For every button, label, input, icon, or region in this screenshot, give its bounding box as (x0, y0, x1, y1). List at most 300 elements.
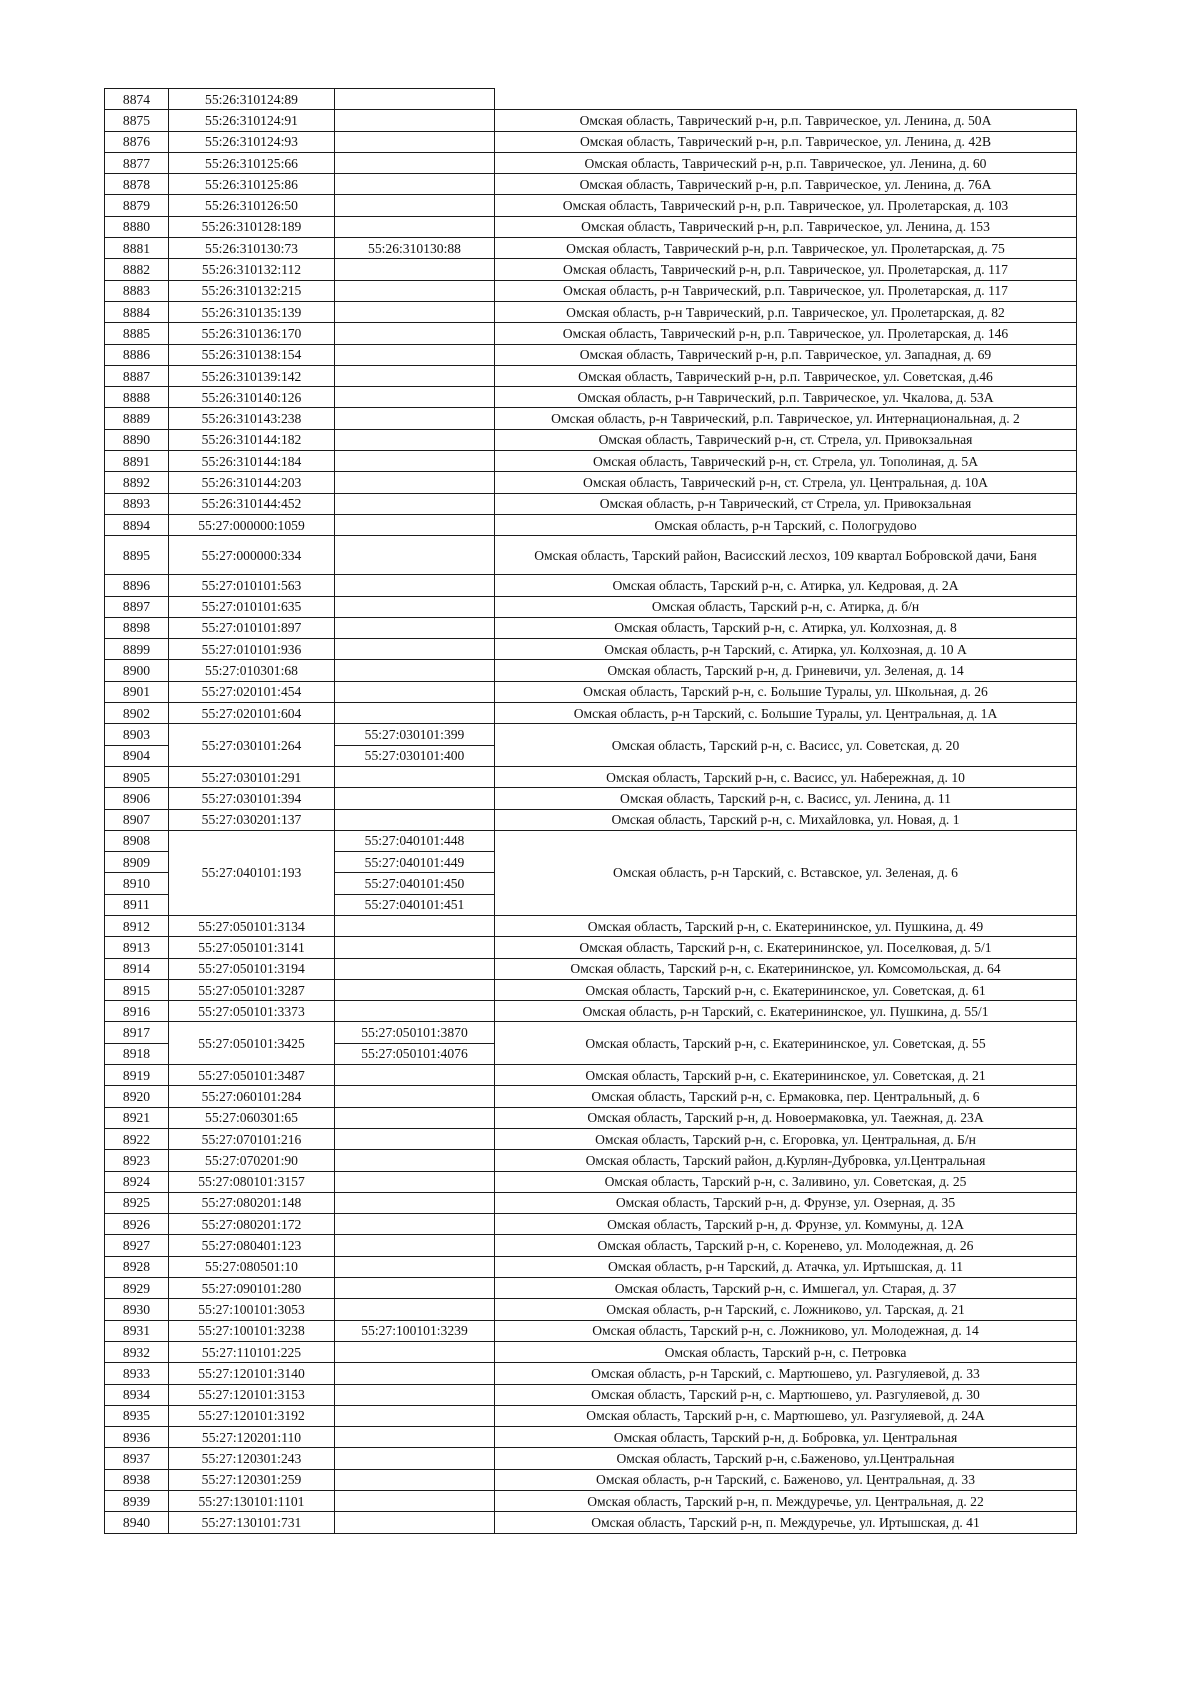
row-number-cell: 8930 (105, 1299, 169, 1320)
cadastral-number-cell: 55:27:070101:216 (169, 1128, 335, 1149)
related-cadastral-cell (335, 937, 495, 958)
table-body (105, 89, 1077, 1534)
related-cadastral-cell (335, 536, 495, 575)
address-cell: Омская область, Тарский р-н, с. Ложниково, ул. Молодежная, д. 14 (495, 1320, 1077, 1341)
related-cadastral-cell (335, 915, 495, 936)
row-number-cell: 8886 (105, 344, 169, 365)
address-cell: Омская область, Тарский р-н, п. Междуречье, ул. Центральная, д. 22 (495, 1491, 1077, 1512)
related-cadastral-cell: 55:27:030101:400 (335, 745, 495, 766)
cadastral-number-cell: 55:27:080201:172 (169, 1214, 335, 1235)
row-number-cell: 8885 (105, 323, 169, 344)
cadastral-number-cell: 55:27:030101:394 (169, 788, 335, 809)
row-number-cell: 8890 (105, 429, 169, 450)
cadastral-number-cell: 55:27:130101:1101 (169, 1491, 335, 1512)
address-cell: Омская область, Таврический р-н, р.п. Таврическое, ул. Ленина, д. 50А (495, 110, 1077, 131)
cadastral-number-cell: 55:26:310144:182 (169, 429, 335, 450)
related-cadastral-cell (335, 1363, 495, 1384)
cadastral-number-cell: 55:27:120301:243 (169, 1448, 335, 1469)
address-cell: Омская область, Таврический р-н, ст. Стрела, ул. Тополиная, д. 5А (495, 451, 1077, 472)
table-row (105, 1512, 1077, 1533)
cadastral-number-cell: 55:26:310125:66 (169, 152, 335, 173)
related-cadastral-cell (335, 1341, 495, 1362)
cadastral-number-cell: 55:27:120301:259 (169, 1469, 335, 1490)
address-cell: Омская область, Тарский р-н, с. Васисс, ул. Набережная, д. 10 (495, 766, 1077, 787)
row-number-cell: 8888 (105, 387, 169, 408)
address-cell: Омская область, Тарский р-н, с. Михайловка, ул. Новая, д. 1 (495, 809, 1077, 830)
address-cell: Омская область, Тарский р-н, с. Атирка, д. б/н (495, 596, 1077, 617)
address-cell: Омская область, Тарский р-н, д. Фрунзе, ул. Коммуны, д. 12А (495, 1214, 1077, 1235)
address-cell: Омская область, Тарский р-н, с. Екатерининское, ул. Советская, д. 55 (495, 1022, 1077, 1065)
row-number-cell: 8876 (105, 131, 169, 152)
table-row (105, 766, 1077, 787)
address-cell: Омская область, Тарский р-н, с. Васисс, ул. Советская, д. 20 (495, 724, 1077, 767)
row-number-cell: 8883 (105, 280, 169, 301)
row-number-cell: 8895 (105, 536, 169, 575)
row-number-cell: 8933 (105, 1363, 169, 1384)
row-number-cell: 8896 (105, 575, 169, 596)
row-number-cell: 8939 (105, 1491, 169, 1512)
cadastral-number-cell: 55:27:030101:291 (169, 766, 335, 787)
table-row (105, 472, 1077, 493)
related-cadastral-cell (335, 280, 495, 301)
row-number-cell: 8938 (105, 1469, 169, 1490)
row-number-cell: 8891 (105, 451, 169, 472)
row-number-cell: 8877 (105, 152, 169, 173)
cadastral-number-cell: 55:26:310125:86 (169, 174, 335, 195)
address-cell: Омская область, Таврический р-н, р.п. Таврическое, ул. Ленина, д. 76А (495, 174, 1077, 195)
cadastral-number-cell: 55:27:120101:3140 (169, 1363, 335, 1384)
cadastral-number-cell: 55:27:130101:731 (169, 1512, 335, 1533)
table-row (105, 1022, 1077, 1043)
row-number-cell: 8922 (105, 1128, 169, 1149)
related-cadastral-cell (335, 1235, 495, 1256)
row-number-cell: 8878 (105, 174, 169, 195)
related-cadastral-cell (335, 617, 495, 638)
row-number-cell: 8901 (105, 681, 169, 702)
table-row (105, 365, 1077, 386)
row-number-cell: 8880 (105, 216, 169, 237)
address-cell: Омская область, Таврический р-н, р.п. Таврическое, ул. Пролетарская, д. 103 (495, 195, 1077, 216)
table-row (105, 493, 1077, 514)
cadastral-number-cell: 55:26:310144:203 (169, 472, 335, 493)
cadastral-number-cell: 55:27:050101:3373 (169, 1001, 335, 1022)
row-number-cell: 8917 (105, 1022, 169, 1043)
table-row (105, 1427, 1077, 1448)
related-cadastral-cell (335, 514, 495, 535)
cadastral-number-cell: 55:27:110101:225 (169, 1341, 335, 1362)
row-number-cell: 8931 (105, 1320, 169, 1341)
cadastral-number-cell: 55:27:060101:284 (169, 1086, 335, 1107)
address-cell: Омская область, Таврический р-н, р.п. Таврическое, ул. Ленина, д. 42В (495, 131, 1077, 152)
address-cell: Омская область, Таврический р-н, р.п. Таврическое, ул. Пролетарская, д. 117 (495, 259, 1077, 280)
address-cell: Омская область, Тарский р-н, с.Баженово, ул.Центральная (495, 1448, 1077, 1469)
related-cadastral-cell: 55:27:050101:3870 (335, 1022, 495, 1043)
cadastral-number-cell: 55:26:310140:126 (169, 387, 335, 408)
row-number-cell: 8900 (105, 660, 169, 681)
address-cell: Омская область, Таврический р-н, р.п. Таврическое, ул. Ленина, д. 153 (495, 216, 1077, 237)
address-cell: Омская область, р-н Тарский, с. Вставское, ул. Зеленая, д. 6 (495, 830, 1077, 915)
related-cadastral-cell (335, 596, 495, 617)
row-number-cell: 8937 (105, 1448, 169, 1469)
table-row (105, 89, 1077, 110)
related-cadastral-cell (335, 344, 495, 365)
table-row (105, 1192, 1077, 1213)
address-cell (495, 89, 1077, 110)
row-number-cell: 8897 (105, 596, 169, 617)
row-number-cell: 8935 (105, 1405, 169, 1426)
related-cadastral-cell: 55:27:100101:3239 (335, 1320, 495, 1341)
related-cadastral-cell (335, 809, 495, 830)
table-row (105, 1363, 1077, 1384)
cadastral-number-cell: 55:27:020101:454 (169, 681, 335, 702)
table-row (105, 681, 1077, 702)
address-cell: Омская область, Таврический р-н, р.п. Таврическое, ул. Западная, д. 69 (495, 344, 1077, 365)
row-number-cell: 8911 (105, 894, 169, 915)
row-number-cell: 8924 (105, 1171, 169, 1192)
address-cell: Омская область, Таврический р-н, р.п. Таврическое, ул. Пролетарская, д. 75 (495, 238, 1077, 259)
table-row (105, 536, 1077, 575)
row-number-cell: 8884 (105, 301, 169, 322)
address-cell: Омская область, Тарский р-н, с. Мартюшево, ул. Разгуляевой, д. 24А (495, 1405, 1077, 1426)
related-cadastral-cell (335, 493, 495, 514)
row-number-cell: 8910 (105, 873, 169, 894)
related-cadastral-cell (335, 766, 495, 787)
row-number-cell: 8929 (105, 1278, 169, 1299)
address-cell: Омская область, Тарский район, д.Курлян-Дубровка, ул.Центральная (495, 1150, 1077, 1171)
cadastral-number-cell: 55:27:080501:10 (169, 1256, 335, 1277)
related-cadastral-cell: 55:27:050101:4076 (335, 1043, 495, 1064)
row-number-cell: 8893 (105, 493, 169, 514)
cadastral-number-cell: 55:27:050101:3425 (169, 1022, 335, 1065)
table-row (105, 1405, 1077, 1426)
table-row (105, 809, 1077, 830)
related-cadastral-cell: 55:26:310130:88 (335, 238, 495, 259)
related-cadastral-cell (335, 1384, 495, 1405)
table-row (105, 110, 1077, 131)
cadastral-number-cell: 55:27:120201:110 (169, 1427, 335, 1448)
table-row (105, 514, 1077, 535)
address-cell: Омская область, р-н Тарский, с. Мартюшево, ул. Разгуляевой, д. 33 (495, 1363, 1077, 1384)
address-cell: Омская область, Тарский р-н, с. Коренево, ул. Молодежная, д. 26 (495, 1235, 1077, 1256)
address-cell: Омская область, Тарский р-н, с. Егоровка, ул. Центральная, д. Б/н (495, 1128, 1077, 1149)
address-cell: Омская область, Тарский р-н, с. Екатерининское, ул. Пушкина, д. 49 (495, 915, 1077, 936)
related-cadastral-cell (335, 660, 495, 681)
cadastral-number-cell: 55:27:020101:604 (169, 703, 335, 724)
address-cell: Омская область, Тарский р-н, д. Бобровка, ул. Центральная (495, 1427, 1077, 1448)
table-row (105, 1299, 1077, 1320)
row-number-cell: 8905 (105, 766, 169, 787)
cadastral-number-cell: 55:27:100101:3238 (169, 1320, 335, 1341)
table-row (105, 259, 1077, 280)
related-cadastral-cell (335, 1299, 495, 1320)
table-row (105, 575, 1077, 596)
related-cadastral-cell (335, 639, 495, 660)
table-row (105, 131, 1077, 152)
related-cadastral-cell (335, 408, 495, 429)
row-number-cell: 8904 (105, 745, 169, 766)
cadastral-number-cell: 55:26:310136:170 (169, 323, 335, 344)
row-number-cell: 8899 (105, 639, 169, 660)
address-cell: Омская область, р-н Таврический, ст Стрела, ул. Привокзальная (495, 493, 1077, 514)
address-cell: Омская область, Таврический р-н, р.п. Таврическое, ул. Ленина, д. 60 (495, 152, 1077, 173)
address-cell: Омская область, Тарский р-н, с. Екатерининское, ул. Поселковая, д. 5/1 (495, 937, 1077, 958)
row-number-cell: 8912 (105, 915, 169, 936)
related-cadastral-cell (335, 174, 495, 195)
cadastral-number-cell: 55:27:050101:3134 (169, 915, 335, 936)
cadastral-number-cell: 55:27:030101:264 (169, 724, 335, 767)
row-number-cell: 8914 (105, 958, 169, 979)
address-cell: Омская область, Тарский р-н, с. Большие Туралы, ул. Школьная, д. 26 (495, 681, 1077, 702)
row-number-cell: 8879 (105, 195, 169, 216)
table-row (105, 387, 1077, 408)
cadastral-number-cell: 55:27:000000:1059 (169, 514, 335, 535)
table-row (105, 344, 1077, 365)
table-row (105, 451, 1077, 472)
related-cadastral-cell (335, 1107, 495, 1128)
cadastral-number-cell: 55:26:310124:91 (169, 110, 335, 131)
table-row (105, 1278, 1077, 1299)
row-number-cell: 8915 (105, 979, 169, 1000)
table-row (105, 1448, 1077, 1469)
address-cell: Омская область, Таврический р-н, р.п. Таврическое, ул. Пролетарская, д. 146 (495, 323, 1077, 344)
row-number-cell: 8909 (105, 852, 169, 873)
cadastral-number-cell: 55:27:040101:193 (169, 830, 335, 915)
cadastral-table (104, 88, 1077, 1534)
table-row (105, 1469, 1077, 1490)
cadastral-number-cell: 55:27:010101:563 (169, 575, 335, 596)
table-row (105, 617, 1077, 638)
table-row (105, 280, 1077, 301)
related-cadastral-cell (335, 216, 495, 237)
table-row (105, 301, 1077, 322)
cadastral-number-cell: 55:27:010101:936 (169, 639, 335, 660)
related-cadastral-cell (335, 1278, 495, 1299)
related-cadastral-cell (335, 451, 495, 472)
cadastral-number-cell: 55:27:010101:897 (169, 617, 335, 638)
related-cadastral-cell: 55:27:040101:449 (335, 852, 495, 873)
row-number-cell: 8928 (105, 1256, 169, 1277)
table-row (105, 216, 1077, 237)
cadastral-number-cell: 55:27:010301:68 (169, 660, 335, 681)
row-number-cell: 8919 (105, 1065, 169, 1086)
table-row (105, 1065, 1077, 1086)
related-cadastral-cell (335, 1448, 495, 1469)
related-cadastral-cell: 55:27:040101:451 (335, 894, 495, 915)
related-cadastral-cell (335, 703, 495, 724)
address-cell: Омская область, Тарский р-н, д. Новоермаковка, ул. Таежная, д. 23А (495, 1107, 1077, 1128)
cadastral-number-cell: 55:26:310124:89 (169, 89, 335, 110)
table-row (105, 596, 1077, 617)
address-cell: Омская область, Тарский р-н, с. Васисс, ул. Ленина, д. 11 (495, 788, 1077, 809)
table-row (105, 1235, 1077, 1256)
cadastral-number-cell: 55:26:310143:238 (169, 408, 335, 429)
address-cell: Омская область, Тарский район, Васисский лесхоз, 109 квартал Бобровской дачи, Баня (495, 536, 1077, 575)
table-row (105, 323, 1077, 344)
cadastral-number-cell: 55:26:310130:73 (169, 238, 335, 259)
related-cadastral-cell (335, 323, 495, 344)
address-cell: Омская область, Тарский р-н, с. Ермаковка, пер. Центральный, д. 6 (495, 1086, 1077, 1107)
table-row (105, 1256, 1077, 1277)
cadastral-number-cell: 55:26:310144:452 (169, 493, 335, 514)
related-cadastral-cell (335, 387, 495, 408)
related-cadastral-cell (335, 575, 495, 596)
related-cadastral-cell (335, 1469, 495, 1490)
row-number-cell: 8927 (105, 1235, 169, 1256)
cadastral-number-cell: 55:27:090101:280 (169, 1278, 335, 1299)
related-cadastral-cell (335, 1214, 495, 1235)
cadastral-number-cell: 55:27:080101:3157 (169, 1171, 335, 1192)
cadastral-number-cell: 55:27:120101:3192 (169, 1405, 335, 1426)
cadastral-number-cell: 55:27:010101:635 (169, 596, 335, 617)
related-cadastral-cell (335, 472, 495, 493)
related-cadastral-cell: 55:27:040101:448 (335, 830, 495, 851)
related-cadastral-cell (335, 1001, 495, 1022)
cadastral-number-cell: 55:27:080201:148 (169, 1192, 335, 1213)
table-row (105, 1107, 1077, 1128)
cadastral-number-cell: 55:27:100101:3053 (169, 1299, 335, 1320)
table-row (105, 1341, 1077, 1362)
row-number-cell: 8875 (105, 110, 169, 131)
table-row (105, 1320, 1077, 1341)
row-number-cell: 8913 (105, 937, 169, 958)
related-cadastral-cell (335, 131, 495, 152)
related-cadastral-cell (335, 1512, 495, 1533)
address-cell: Омская область, р-н Тарский, с. Баженово, ул. Центральная, д. 33 (495, 1469, 1077, 1490)
cadastral-number-cell: 55:27:030201:137 (169, 809, 335, 830)
related-cadastral-cell (335, 979, 495, 1000)
table-row (105, 174, 1077, 195)
cadastral-number-cell: 55:26:310132:215 (169, 280, 335, 301)
row-number-cell: 8918 (105, 1043, 169, 1064)
cadastral-number-cell: 55:27:050101:3194 (169, 958, 335, 979)
related-cadastral-cell (335, 1065, 495, 1086)
address-cell: Омская область, р-н Таврический, р.п. Таврическое, ул. Интернациональная, д. 2 (495, 408, 1077, 429)
related-cadastral-cell (335, 788, 495, 809)
related-cadastral-cell (335, 429, 495, 450)
row-number-cell: 8908 (105, 830, 169, 851)
cadastral-number-cell: 55:26:310132:112 (169, 259, 335, 280)
address-cell: Омская область, Тарский р-н, с. Атирка, ул. Колхозная, д. 8 (495, 617, 1077, 638)
table-row (105, 1150, 1077, 1171)
address-cell: Омская область, р-н Тарский, д. Атачка, ул. Иртышская, д. 11 (495, 1256, 1077, 1277)
related-cadastral-cell: 55:27:030101:399 (335, 724, 495, 745)
cadastral-number-cell: 55:27:000000:334 (169, 536, 335, 575)
table-row (105, 238, 1077, 259)
row-number-cell: 8907 (105, 809, 169, 830)
address-cell: Омская область, Тарский р-н, с. Петровка (495, 1341, 1077, 1362)
related-cadastral-cell (335, 1086, 495, 1107)
cadastral-number-cell: 55:26:310139:142 (169, 365, 335, 386)
table-row (105, 830, 1077, 851)
cadastral-number-cell: 55:26:310128:189 (169, 216, 335, 237)
address-cell: Омская область, р-н Таврический, р.п. Таврическое, ул. Пролетарская, д. 117 (495, 280, 1077, 301)
table-row (105, 1491, 1077, 1512)
table-row (105, 429, 1077, 450)
cadastral-number-cell: 55:27:080401:123 (169, 1235, 335, 1256)
cadastral-number-cell: 55:26:310126:50 (169, 195, 335, 216)
related-cadastral-cell (335, 1427, 495, 1448)
cadastral-number-cell: 55:26:310135:139 (169, 301, 335, 322)
row-number-cell: 8881 (105, 238, 169, 259)
row-number-cell: 8926 (105, 1214, 169, 1235)
row-number-cell: 8887 (105, 365, 169, 386)
table-row (105, 1384, 1077, 1405)
cadastral-number-cell: 55:27:050101:3287 (169, 979, 335, 1000)
row-number-cell: 8874 (105, 89, 169, 110)
related-cadastral-cell (335, 1128, 495, 1149)
related-cadastral-cell (335, 1491, 495, 1512)
address-cell: Омская область, Тарский р-н, с. Имшегал, ул. Старая, д. 37 (495, 1278, 1077, 1299)
address-cell: Омская область, Тарский р-н, с. Атирка, ул. Кедровая, д. 2А (495, 575, 1077, 596)
row-number-cell: 8889 (105, 408, 169, 429)
row-number-cell: 8921 (105, 1107, 169, 1128)
related-cadastral-cell (335, 259, 495, 280)
row-number-cell: 8898 (105, 617, 169, 638)
cadastral-number-cell: 55:27:060301:65 (169, 1107, 335, 1128)
address-cell: Омская область, Тарский р-н, с. Заливино, ул. Советская, д. 25 (495, 1171, 1077, 1192)
address-cell: Омская область, Таврический р-н, ст. Стрела, ул. Привокзальная (495, 429, 1077, 450)
table-row (105, 195, 1077, 216)
related-cadastral-cell (335, 89, 495, 110)
related-cadastral-cell (335, 110, 495, 131)
related-cadastral-cell (335, 1192, 495, 1213)
row-number-cell: 8940 (105, 1512, 169, 1533)
row-number-cell: 8894 (105, 514, 169, 535)
row-number-cell: 8932 (105, 1341, 169, 1362)
row-number-cell: 8892 (105, 472, 169, 493)
cadastral-number-cell: 55:27:050101:3141 (169, 937, 335, 958)
row-number-cell: 8920 (105, 1086, 169, 1107)
address-cell: Омская область, Таврический р-н, ст. Стрела, ул. Центральная, д. 10А (495, 472, 1077, 493)
table-row (105, 639, 1077, 660)
row-number-cell: 8925 (105, 1192, 169, 1213)
cadastral-number-cell: 55:26:310138:154 (169, 344, 335, 365)
table-row (105, 1128, 1077, 1149)
table-row (105, 408, 1077, 429)
row-number-cell: 8882 (105, 259, 169, 280)
related-cadastral-cell (335, 365, 495, 386)
table-row (105, 1086, 1077, 1107)
address-cell: Омская область, р-н Тарский, с. Пологрудово (495, 514, 1077, 535)
table-row (105, 152, 1077, 173)
related-cadastral-cell: 55:27:040101:450 (335, 873, 495, 894)
table-row (105, 915, 1077, 936)
related-cadastral-cell (335, 301, 495, 322)
related-cadastral-cell (335, 195, 495, 216)
related-cadastral-cell (335, 1256, 495, 1277)
table-row (105, 1001, 1077, 1022)
cadastral-number-cell: 55:27:050101:3487 (169, 1065, 335, 1086)
cadastral-number-cell: 55:26:310124:93 (169, 131, 335, 152)
related-cadastral-cell (335, 958, 495, 979)
table-row (105, 958, 1077, 979)
related-cadastral-cell (335, 152, 495, 173)
table-row (105, 1171, 1077, 1192)
table-row (105, 703, 1077, 724)
address-cell: Омская область, р-н Таврический, р.п. Таврическое, ул. Пролетарская, д. 82 (495, 301, 1077, 322)
row-number-cell: 8934 (105, 1384, 169, 1405)
address-cell: Омская область, Таврический р-н, р.п. Таврическое, ул. Советская, д.46 (495, 365, 1077, 386)
row-number-cell: 8906 (105, 788, 169, 809)
table-row (105, 979, 1077, 1000)
table-row (105, 788, 1077, 809)
row-number-cell: 8916 (105, 1001, 169, 1022)
table-row (105, 937, 1077, 958)
address-cell: Омская область, Тарский р-н, с. Екатерининское, ул. Советская, д. 61 (495, 979, 1077, 1000)
address-cell: Омская область, р-н Тарский, с. Большие Туралы, ул. Центральная, д. 1А (495, 703, 1077, 724)
address-cell: Омская область, р-н Тарский, с. Ложниково, ул. Тарская, д. 21 (495, 1299, 1077, 1320)
related-cadastral-cell (335, 1405, 495, 1426)
